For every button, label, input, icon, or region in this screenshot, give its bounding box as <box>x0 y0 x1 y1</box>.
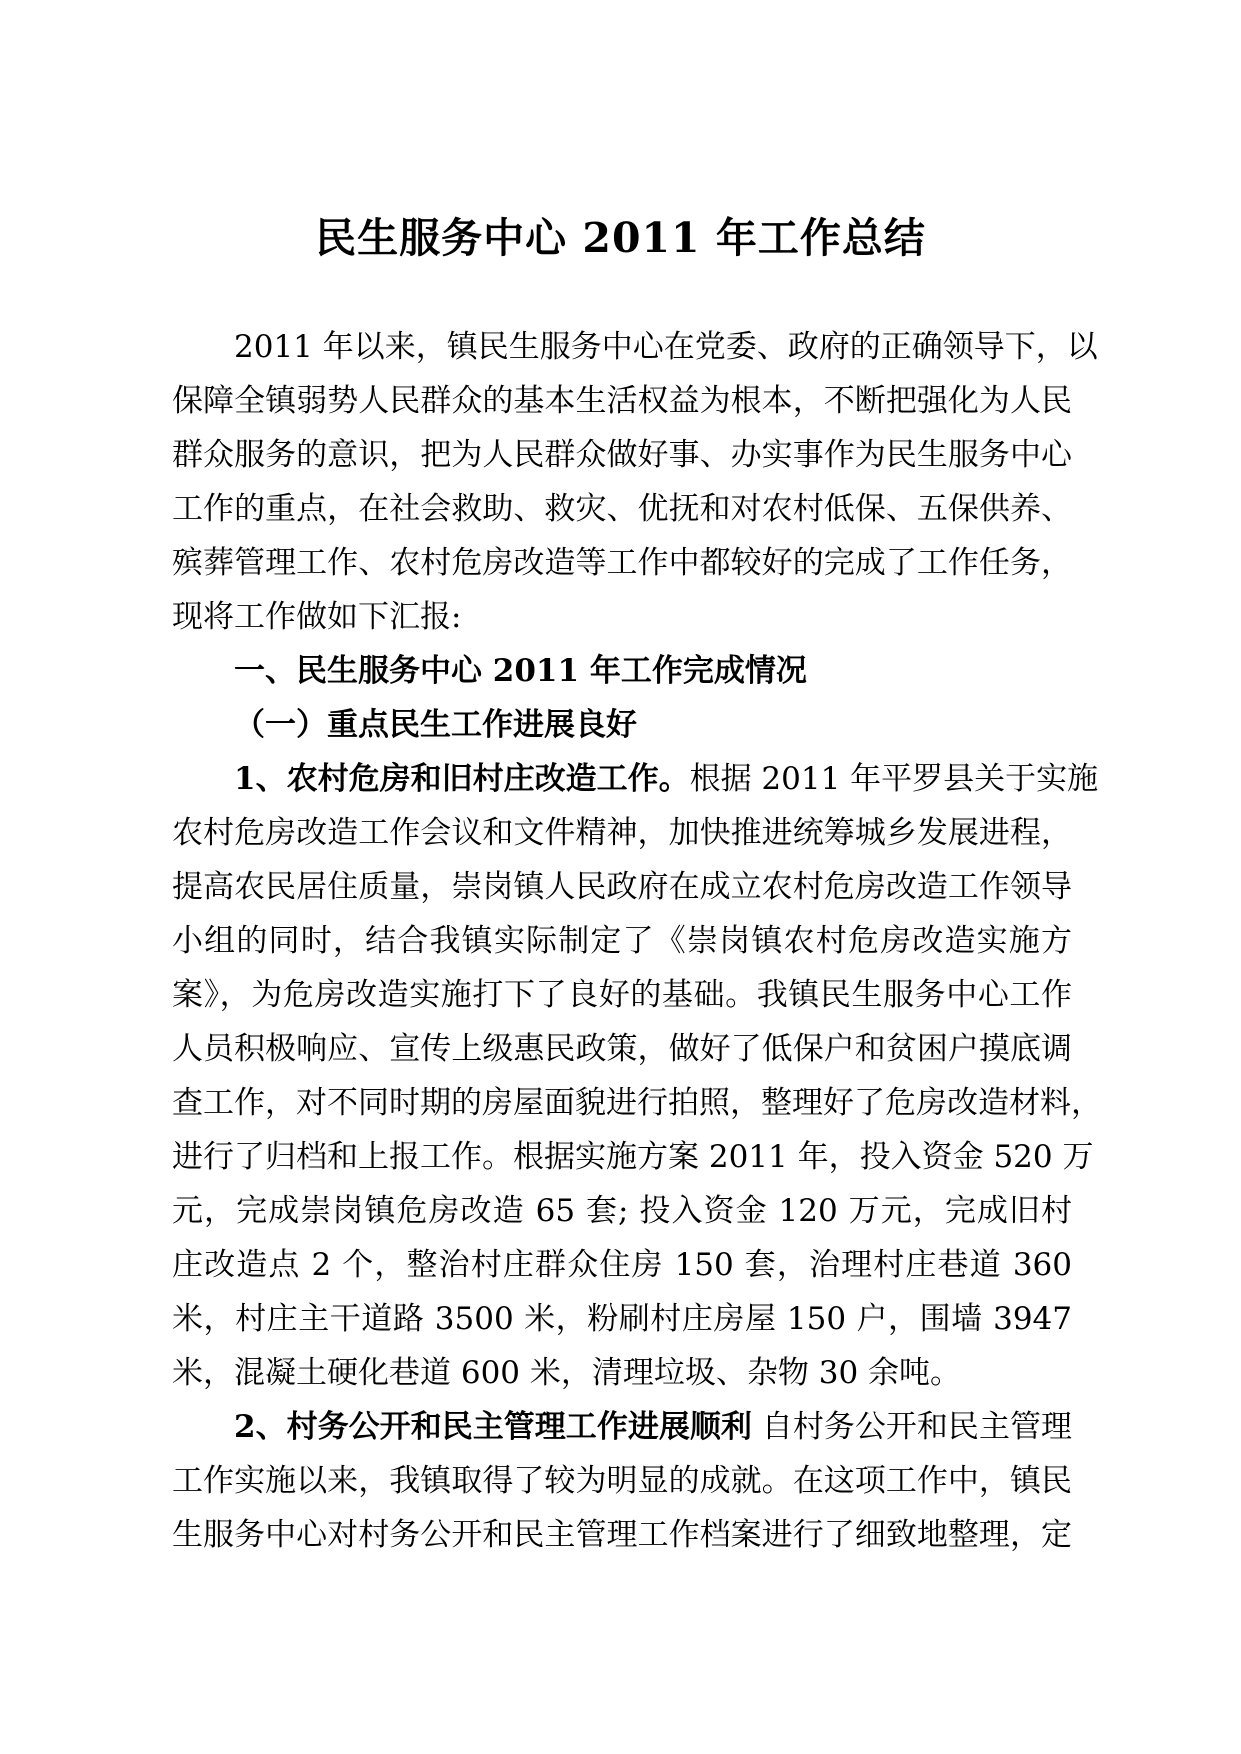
item1-line-6: 查工作，对不同时期的房屋面貌进行拍照，整理好了危房改造材料， <box>172 1085 1102 1121</box>
item1-line-7: 进行了归档和上报工作。根据实施方案 2011 年，投入资金 520 万 <box>172 1139 1094 1175</box>
item2-line-1: 工作实施以来，我镇取得了较为明显的成就。在这项工作中，镇民 <box>172 1463 1072 1499</box>
item1-line-9: 庄改造点 2 个，整治村庄群众住房 150 套，治理村庄巷道 360 <box>172 1247 1072 1283</box>
section-heading: 一、民生服务中心 2011 年工作完成情况 <box>234 653 807 689</box>
item1-line-10: 米，村庄主干道路 3500 米，粉刷村庄房屋 150 户，围墙 3947 <box>172 1301 1072 1337</box>
item1-line-3: 小组的同时，结合我镇实际制定了《崇岗镇农村危房改造实施方 <box>172 923 1072 959</box>
item1-line-2: 提高农民居住质量，崇岗镇人民政府在成立农村危房改造工作领导 <box>172 869 1072 905</box>
item2-lead: 2、村务公开和民主管理工作进展顺利 <box>234 1409 752 1445</box>
item1-line-4: 案》，为危房改造实施打下了良好的基础。我镇民生服务中心工作 <box>172 977 1072 1013</box>
subsection-heading: （一）重点民生工作进展良好 <box>234 707 637 743</box>
item1-lead: 1、农村危房和旧村庄改造工作。 <box>234 761 690 797</box>
document-title: 民生服务中心 2011 年工作总结 <box>315 214 926 262</box>
intro-line-2: 保障全镇弱势人民群众的基本生活权益为根本，不断把强化为人民 <box>172 383 1072 419</box>
item1-line-11: 米，混凝土硬化巷道 600 米，清理垃圾、杂物 30 余吨。 <box>172 1355 962 1391</box>
item1-line-8: 元，完成崇岗镇危房改造 65 套; 投入资金 120 万元，完成旧村 <box>172 1193 1072 1229</box>
intro-line-6: 现将工作做如下汇报: <box>172 599 462 635</box>
item1-line-5: 人员积极响应、宣传上级惠民政策，做好了低保户和贫困户摸底调 <box>172 1031 1072 1067</box>
intro-line-1: 2011 年以来，镇民生服务中心在党委、政府的正确领导下，以 <box>234 329 1098 365</box>
intro-line-5: 殡葬管理工作、农村危房改造等工作中都较好的完成了工作任务， <box>172 545 1072 581</box>
item2-first-line <box>234 1407 1072 1447</box>
item1-first-line <box>234 759 1099 799</box>
item1-line-1: 农村危房改造工作会议和文件精神，加快推进统筹城乡发展进程， <box>172 815 1072 851</box>
item2-first-line-rest: 自村务公开和民主管理 <box>751 1409 1072 1445</box>
item2-line-2: 生服务中心对村务公开和民主管理工作档案进行了细致地整理，定 <box>172 1517 1072 1553</box>
item1-first-line-rest: 根据 2011 年平罗县关于实施 <box>689 761 1099 797</box>
intro-line-4: 工作的重点，在社会救助、救灾、优抚和对农村低保、五保供养、 <box>172 491 1072 527</box>
intro-line-3: 群众服务的意识，把为人民群众做好事、办实事作为民生服务中心 <box>172 437 1072 473</box>
